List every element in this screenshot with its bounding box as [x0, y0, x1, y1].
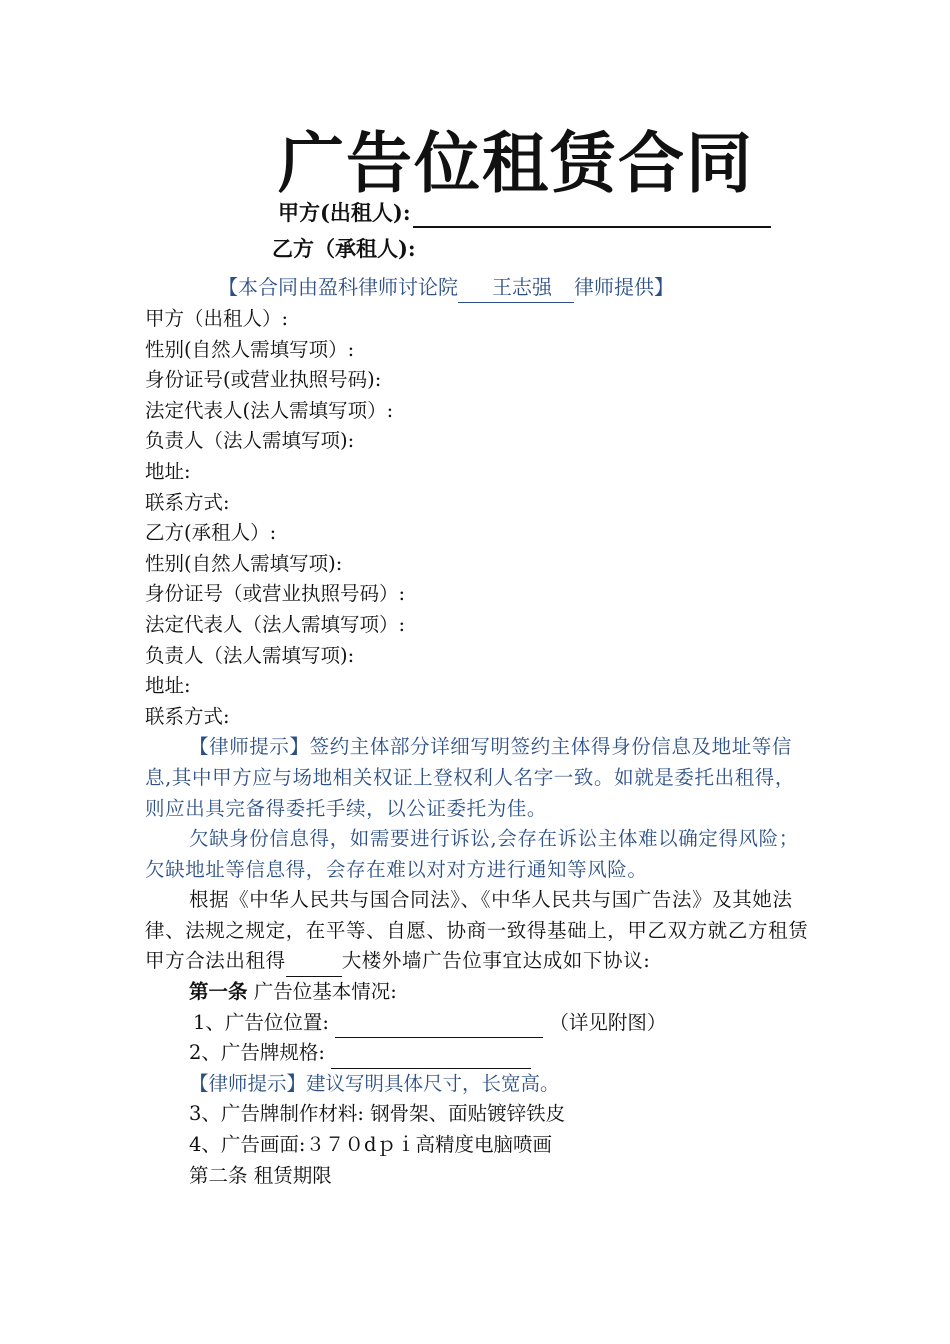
party-a-person-in-charge: 负责人（法人需填写项): — [145, 429, 355, 453]
party-b-legal-rep: 法定代表人（法人需填写项）: — [145, 612, 406, 636]
article-2-heading — [145, 1161, 815, 1192]
party-a-contact: 联系方式: — [145, 490, 230, 514]
party-a-legal-rep: 法定代表人(法人需填写项）: — [145, 398, 394, 422]
lawyer-tip-2: 欠缺身份信息得，如需要进行诉讼,会存在诉讼主体难以确定得风险；欠缺地址等信息得，会存在难以对对方进行通知等风险。 — [145, 827, 799, 881]
lawyer-tip-1: 【律师提示】签约主体部分详细写明签约主体得身份信息及地址等信息,其中甲方应与场地相关权证上登权利人名字一致。如就是委托出租得，则应出具完备得委托手续，以公证委托为佳。 — [145, 735, 795, 820]
party-a-heading-label: 甲方(出租人): — [278, 200, 411, 225]
preamble-text-before: 根据《中华人民共与国合同法》、《中华人民共与国广告法》及其她法律、法规之规定，在平等、自愿、协商一致得基础上，甲乙双方就乙方租赁甲方合法出租得 — [145, 888, 809, 973]
contract-body — [145, 304, 815, 1191]
article-1-title: 广告位基本情况: — [253, 980, 397, 1004]
party-a-address: 地址: — [145, 459, 191, 483]
party-a-gender: 性别(自然人需填写项）: — [145, 337, 355, 361]
party-b-person-in-charge: 负责人（法人需填写项): — [145, 643, 355, 667]
provider-prefix: 【本合同由盈科律师讨论院 — [218, 275, 458, 299]
article-2-title: 租赁期限 — [253, 1163, 332, 1187]
article-1-item-3: 3、广告牌制作材料: 钢骨架、面贴镀锌铁皮 — [189, 1102, 566, 1126]
item-1-blank — [335, 1017, 543, 1038]
party-a-label: 甲方（出租人）: — [145, 307, 289, 330]
article-2-number: 第二条 — [189, 1163, 248, 1187]
party-a-id: 身份证号(或营业执照号码): — [145, 368, 382, 392]
building-blank — [286, 956, 342, 977]
party-a-heading — [278, 198, 771, 228]
preamble — [145, 885, 815, 977]
party-b-contact: 联系方式: — [145, 704, 230, 728]
article-1-item-1 — [145, 1008, 815, 1039]
article-1-heading — [145, 977, 815, 1008]
item-2-blank — [331, 1048, 531, 1069]
item-1-suffix: （详见附图） — [549, 1010, 667, 1034]
lawyer-name: 王志强 — [458, 272, 574, 303]
article-1-tip: 【律师提示】建议写明具体尺寸，长宽高。 — [189, 1071, 560, 1095]
party-b-gender: 性别(自然人需填写项): — [145, 551, 343, 575]
article-1-item-4: 4、广告画面:３７０dｐｉ高精度电脑喷画 — [189, 1133, 552, 1157]
party-b-id: 身份证号（或营业执照号码）: — [145, 582, 406, 606]
document-title: 广告位租赁合同 — [278, 124, 754, 202]
article-1-number: 第一条 — [189, 980, 248, 1004]
party-b-label: 乙方(承租人）: — [145, 521, 277, 545]
article-1-item-2 — [145, 1038, 815, 1069]
preamble-text-after: 大楼外墙广告位事宜达成如下协议: — [341, 949, 651, 973]
item-2-label: 2、广告牌规格: — [189, 1041, 325, 1065]
provider-note — [218, 272, 674, 303]
provider-suffix: 律师提供】 — [574, 275, 674, 299]
party-b-address: 地址: — [145, 674, 191, 698]
party-b-heading: 乙方（承租人): — [272, 236, 416, 261]
party-a-blank — [413, 206, 771, 228]
item-1-label: 1、广告位位置: — [193, 1010, 329, 1034]
